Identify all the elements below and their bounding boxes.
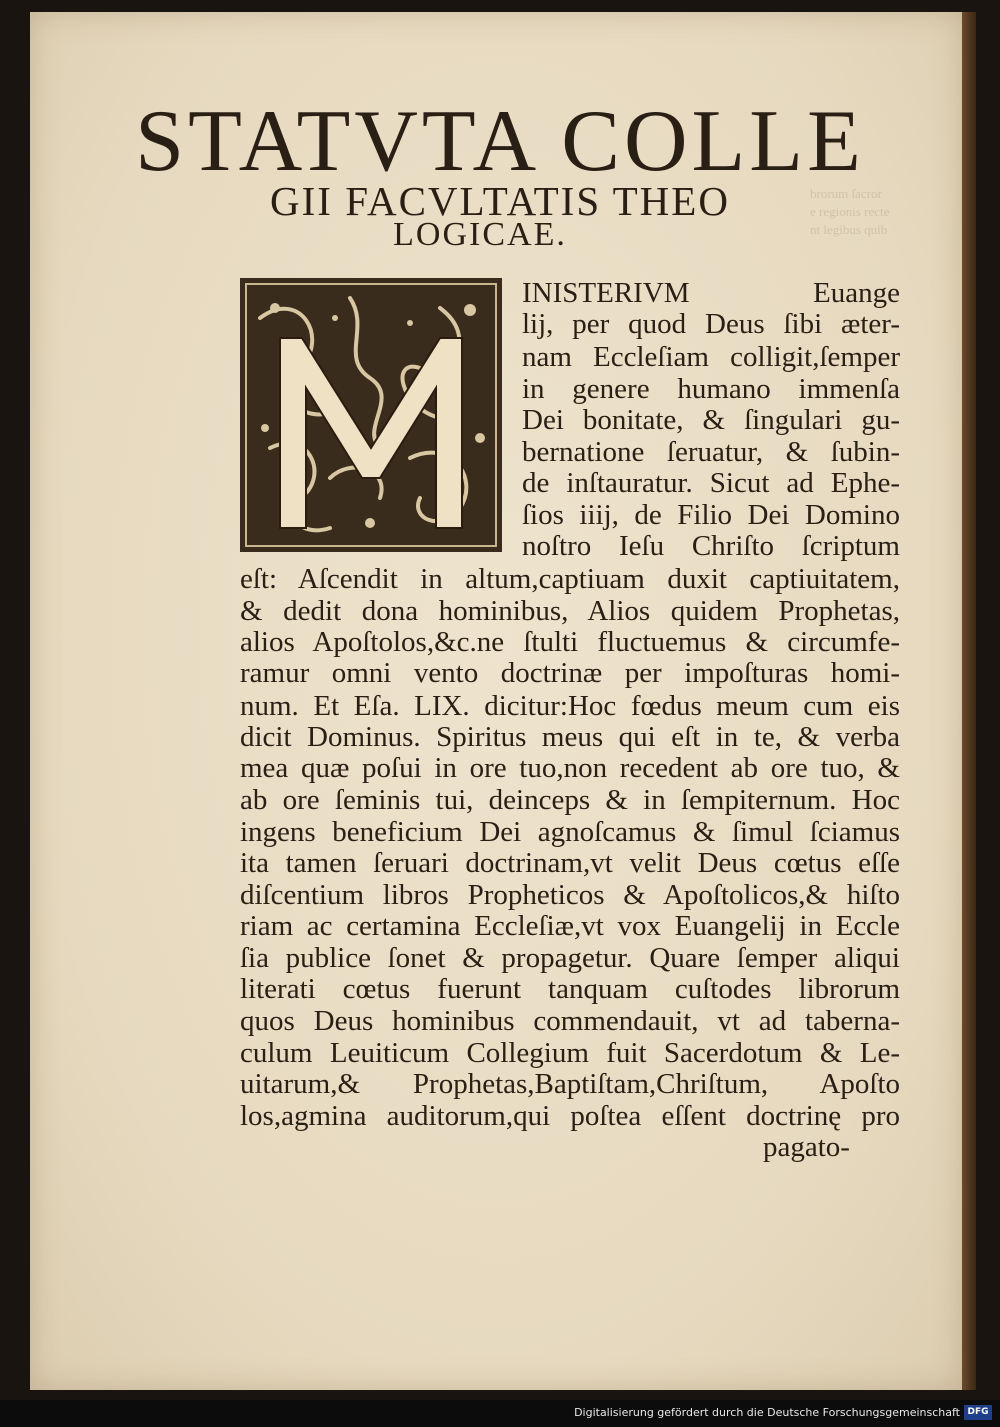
title-line-1: STATVTA COLLE — [135, 93, 865, 190]
text-line: ab ore ſeminis tui, deinceps & in ſempiternum. Hoc — [240, 784, 900, 816]
text-line: literati cœtus fuerunt tanquam cuſtodes librorum — [240, 973, 900, 1005]
text-line: los,agmina auditorum,qui poſtea eſſent doctrinę pro — [240, 1100, 900, 1132]
text-line: noſtro Ieſu Chriſto ſcriptum — [522, 530, 900, 562]
text-line: culum Leuiticum Collegium fuit Sacerdotum & Le- — [240, 1037, 900, 1069]
text-line: uitarum,& Prophetas,Baptiſtam,Chriſtum, Apoſto — [240, 1068, 900, 1100]
text-line: de inſtauratur. Sicut ad Ephe- — [522, 467, 900, 499]
title-line-2: GII FACVLTATIS THEO — [270, 178, 730, 224]
bleed-line: brorum ſacror — [810, 186, 882, 201]
text-line: in genere humano immenſa — [522, 373, 900, 405]
footer-credit: Digitalisierung gefördert durch die Deutsche Forschungsgemeinschaft — [574, 1406, 960, 1419]
text-line: ſios iiij, de Filio Dei Domino — [522, 499, 900, 531]
text-line: alios Apoſtolos,&c.ne ſtulti fluctuemus & circumfe- — [240, 626, 900, 658]
bleed-line: nt legibus quib — [810, 222, 888, 237]
text-line: nam Eccleſiam colligit,ſemper — [522, 341, 900, 373]
footer-bar — [0, 1400, 1000, 1427]
text-line: INISTERIVM Euange — [522, 277, 900, 309]
text-line: dicit Dominus. Spiritus meus qui eſt in te, & verba — [240, 721, 900, 753]
text-line: eſt: Aſcendit in altum,captiuam duxit captiuitatem, — [240, 563, 900, 595]
text-line: ramur omni vento doctrinæ per impoſturas homi- — [240, 657, 900, 689]
text-line: diſcentium libros Propheticos & Apoſtolicos,& hiſto — [240, 879, 900, 911]
bleed-line: e regionis recte — [810, 204, 890, 219]
text-line: num. Et Eſa. LIX. dicitur:Hoc fœdus meum cum eis — [240, 690, 900, 722]
text-line: ſia publice ſonet & propagetur. Quare ſemper aliqui — [240, 942, 900, 974]
dfg-logo-icon: DFG — [964, 1405, 992, 1420]
text-line: ingens beneficium Dei agnoſcamus & ſimul ſciamus — [240, 816, 900, 848]
text-line: quos Deus hominibus commendauit, vt ad taberna- — [240, 1005, 900, 1037]
text-line: Dei bonitate, & ſingulari gu- — [522, 404, 900, 436]
text-line: & dedit dona hominibus, Alios quidem Prophetas, — [240, 595, 900, 627]
text-line: bernatione ſeruatur, & ſubin- — [522, 436, 900, 468]
catchword: pagato- — [763, 1131, 850, 1163]
text-line: mea quæ poſui in ore tuo,non recedent ab ore tuo, & — [240, 752, 900, 784]
text-line: lij, per quod Deus ſibi æter- — [522, 308, 900, 340]
text-line: riam ac certamina Eccleſiæ,vt vox Euangelij in Eccle — [240, 910, 900, 942]
title-line-3: LOGICAE. — [393, 216, 567, 253]
text-line: ita tamen ſeruari doctrinam,vt velit Deus cœtus eſſe — [240, 847, 900, 879]
